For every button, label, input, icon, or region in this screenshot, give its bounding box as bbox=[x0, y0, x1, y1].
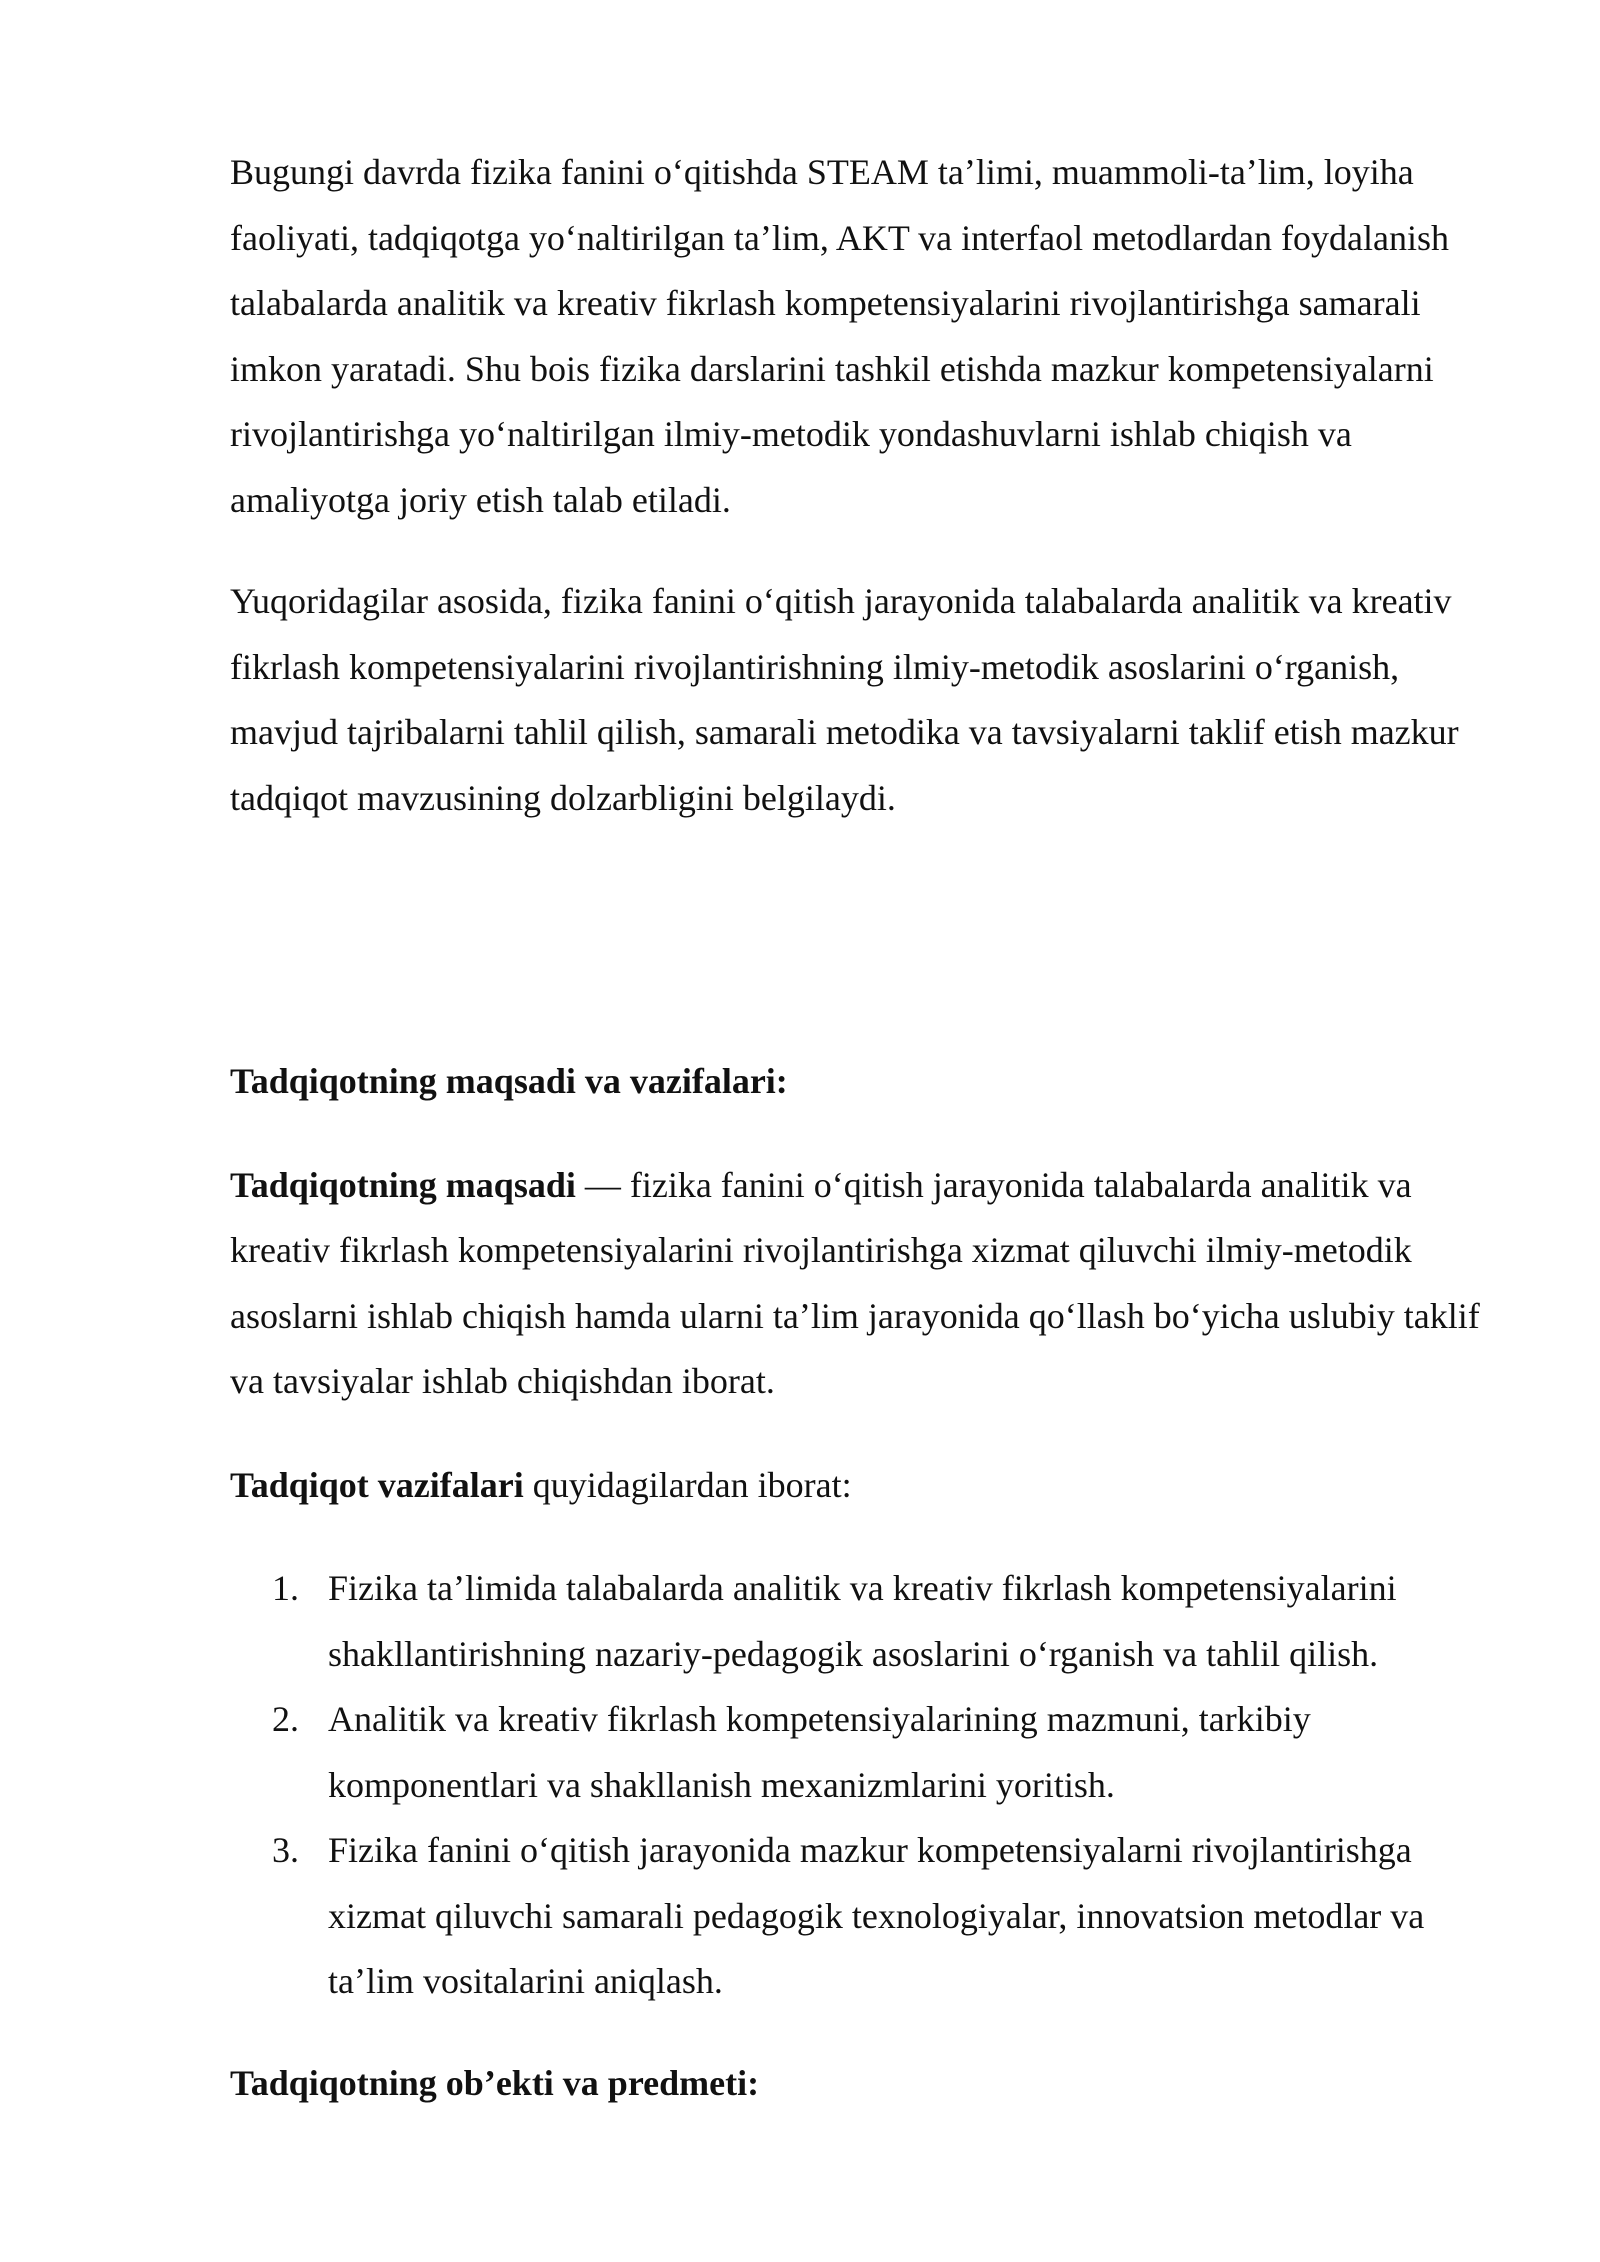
tasks-intro-text: quyidagilardan iborat: bbox=[523, 1464, 852, 1505]
list-item bbox=[272, 1818, 1490, 2015]
document-body bbox=[230, 140, 1490, 2154]
list-item bbox=[272, 1687, 1490, 1818]
list-item-number: 3. bbox=[272, 1830, 299, 1870]
tasks-intro-paragraph bbox=[230, 1453, 1490, 1519]
object-heading: Tadqiqotning obʼekti va predmeti: bbox=[230, 2062, 760, 2103]
intro-paragraph-2: Yuqoridagilar asosida, fizika fanini oʻqitish jarayonida talabalarda analitik va kreativ fikrlash kompetensiyalarini rivojlantirishning ilmiy-metodik asoslarini oʻrganish, mavjud tajribalarni tahlil qilish, samarali metodika va tavsiyalarni taklif etish mazkur tadqiqot mavzusining dolzarbligini belgilaydi. bbox=[230, 581, 1459, 818]
tasks-label: Tadqiqot vazifalari bbox=[230, 1464, 524, 1505]
list-item-text: Fizika fanini oʻqitish jarayonida mazkur kompetensiyalarni rivojlantirishga xizmat qiluvchi samarali pedagogik texnologiyalar, innovatsion metodlar va taʼlim vositalarini aniqlash. bbox=[328, 1830, 1425, 2001]
list-item-text: Analitik va kreativ fikrlash kompetensiyalarining mazmuni, tarkibiy komponentlari va shakllanish mexanizmlarini yoritish. bbox=[328, 1699, 1311, 1805]
goal-label: Tadqiqotning maqsadi bbox=[230, 1164, 576, 1205]
list-item-number: 2. bbox=[272, 1699, 299, 1739]
list-item-text: Fizika taʼlimida talabalarda analitik va kreativ fikrlash kompetensiyalarini shakllantirishning nazariy-pedagogik asoslarini oʻrganish va tahlil qilish. bbox=[328, 1568, 1397, 1674]
goals-heading: Tadqiqotning maqsadi va vazifalari: bbox=[230, 1061, 788, 1101]
tasks-list bbox=[230, 1556, 1490, 2015]
list-item-number: 1. bbox=[272, 1568, 299, 1608]
list-item bbox=[272, 1556, 1490, 1687]
goal-paragraph bbox=[230, 1153, 1490, 1415]
goal-text: — fizika fanini oʻqitish jarayonida talabalarda analitik va kreativ fikrlash kompetensiyalarini rivojlantirishga xizmat qiluvchi ilmiy-metodik asoslarni ishlab chiqish hamda ularni taʼlim jarayonida qoʻllash boʻyicha uslubiy taklif va tavsiyalar ishlab chiqishdan iborat. bbox=[230, 1164, 1480, 1401]
intro-paragraph-1: Bugungi davrda fizika fanini oʻqitishda STEAM taʼlimi, muammoli-taʼlim, loyiha faoliyati, tadqiqotga yoʻnaltirilgan taʼlim, AKT va interfaol metodlardan foydalanish talabalarda analitik va kreativ fikrlash kompetensiyalarini rivojlantirishga samarali imkon yaratadi. Shu bois fizika darslarini tashkil etishda mazkur kompetensiyalarni rivojlantirishga yoʻnaltirilgan ilmiy-metodik yondashuvlarni ishlab chiqish va amaliyotga joriy etish talab etiladi. bbox=[230, 152, 1449, 520]
